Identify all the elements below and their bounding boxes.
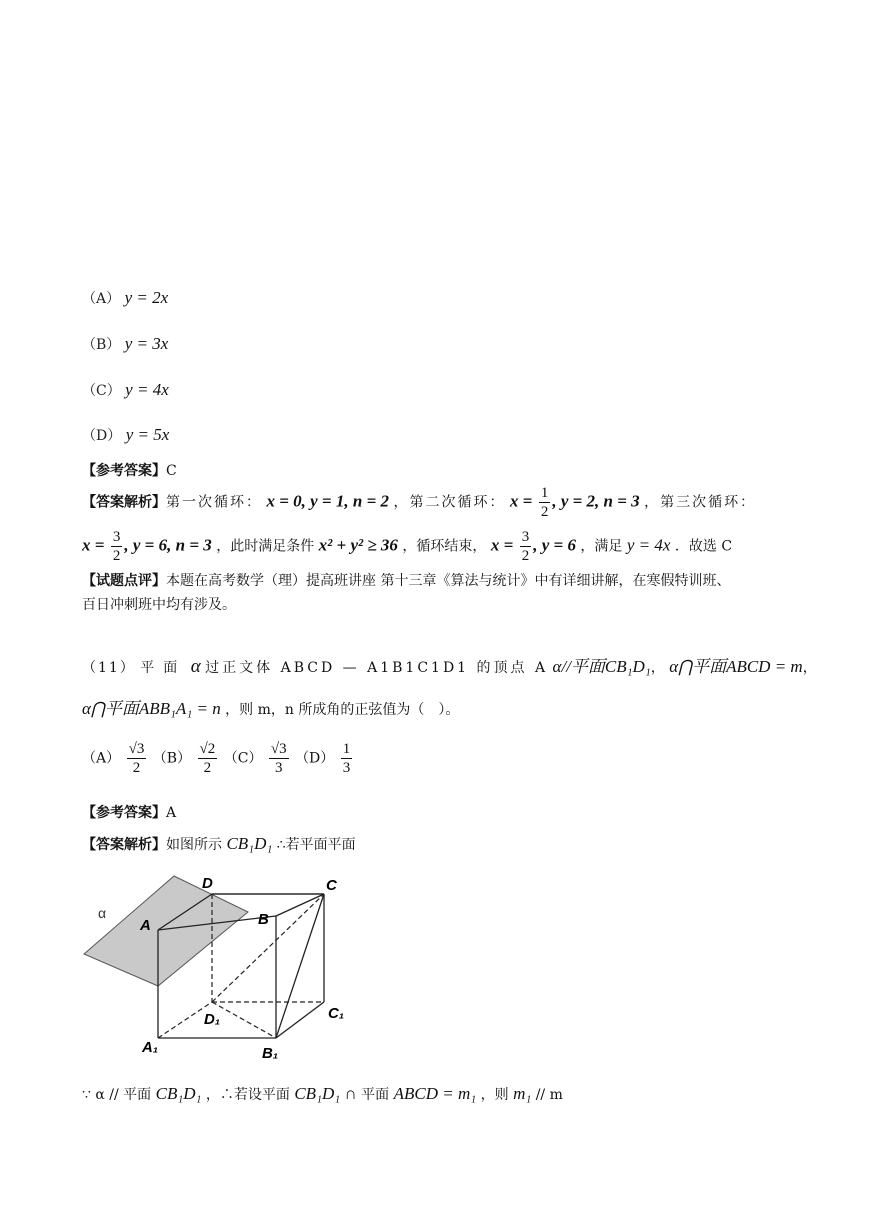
explanation-11-continued: ∵ α // 平面 CB₁D₁ ，∴若设平面 CB₁D₁ ∩ 平面 ABCD = m₁ ，则 m₁ // m [82, 1084, 563, 1103]
explanation-11: 【答案解析】如图所示 CB₁D₁ ∴若平面平面 [82, 834, 356, 853]
label-b1: B₁ [262, 1045, 279, 1062]
fraction: $\frac{3}{2}$ [521, 529, 530, 564]
plane-alpha [84, 876, 248, 986]
question-11-line1: （11） 平面 α 过正文体 ABCD — A1B1C1D1 的顶点 A α//平面CB₁D₁， α⋂平面ABCD = m， [82, 656, 817, 677]
answer-10: 【参考答案】C [82, 463, 177, 479]
label-a1: A₁ [142, 1039, 159, 1056]
option-d-fraction: $\frac{1}{3}$ [342, 741, 351, 776]
option-b-fraction: $\frac{√2}{2}$ [199, 741, 216, 776]
explanation-10-line2: x = $\frac{3}{2}$ , y = 6, n = 3 ，此时满足条件 x² + y² ≥ 36 ，循环结束， x = $\frac{3}{2}$ , y = 6 ，满足 y = 4x ．故选 C [82, 529, 733, 564]
comment-10-line2: 百日冲刺班中均有涉及。 [82, 597, 236, 613]
label-b: B [258, 911, 269, 928]
explanation-10-line1: 【答案解析】第一次循环： x = 0, y = 1, n = 2 ，第二次循环： x = $\frac{1}{2}$ , y = 2, n = 3 ，第三次循环： [82, 485, 757, 520]
edge-b1-c1 [276, 1002, 324, 1038]
option-c-fraction: $\frac{√3}{3}$ [270, 741, 287, 776]
label-alpha: α [98, 905, 107, 921]
label-c: C [326, 877, 337, 894]
edge-b1-c [276, 894, 324, 1038]
label-d: D [202, 875, 213, 892]
option-b-eq: y = 3x [124, 334, 169, 353]
question-11-line2: α⋂平面ABB₁A₁ = n ，则 m，n 所成角的正弦值为（ ）。 [82, 699, 460, 718]
answer-11: 【参考答案】A [82, 805, 177, 821]
option-a-fraction: $\frac{√3}{2}$ [128, 741, 145, 776]
edge-d1-b1 [212, 1002, 276, 1038]
fraction: $\frac{3}{2}$ [112, 529, 121, 564]
option-d-eq: y = 5x [125, 425, 170, 444]
comment-10-line1: 【试题点评】本题在高考数学（理）提高班讲座 第十三章《算法与统计》中有详细讲解，在寒假特训班、 [82, 573, 731, 589]
option-c: （C） y = 4x [82, 380, 169, 399]
cube-figure [76, 868, 376, 1068]
option-b: （B） y = 3x [82, 334, 169, 353]
label-a: A [140, 917, 151, 934]
edge-b-c [276, 894, 324, 916]
option-a-eq: y = 2x [124, 288, 169, 307]
options-11: （A） $\frac{√3}{2}$ （B） $\frac{√2}{2}$ （C） $\frac{√3}{3}$ （D） $\frac{1}{3}$ [82, 741, 351, 776]
label-d1: D₁ [204, 1011, 221, 1028]
label-c1: C₁ [328, 1005, 345, 1022]
fraction: $\frac{1}{2}$ [540, 485, 549, 520]
option-c-eq: y = 4x [125, 380, 169, 399]
option-a: （A） y = 2x [82, 288, 169, 307]
option-d: （D） y = 5x [82, 425, 170, 444]
